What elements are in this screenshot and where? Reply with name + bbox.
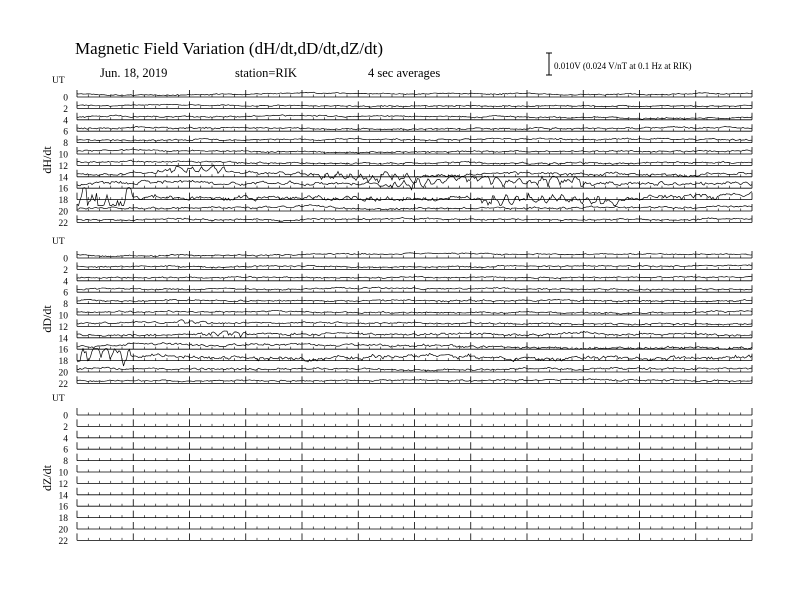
- row-20: [59, 204, 753, 218]
- row-label: 18: [58, 357, 68, 368]
- panel-ylabel: dH/dt: [40, 146, 54, 174]
- row-20: [59, 522, 753, 536]
- row-label: 10: [58, 150, 68, 161]
- row-10: [59, 308, 753, 322]
- row-16: [59, 176, 753, 195]
- row-4: [63, 274, 752, 288]
- chart-title: Magnetic Field Variation (dH/dt,dD/dt,dZ/dt): [75, 39, 384, 58]
- row-4: [63, 431, 752, 445]
- row-12: [59, 158, 753, 172]
- row-label: 12: [58, 322, 68, 333]
- row-0: [63, 251, 752, 265]
- row-14: [59, 488, 753, 502]
- row-label: 0: [63, 411, 68, 422]
- row-label: 8: [63, 139, 68, 150]
- averaging-label: 4 sec averages: [368, 66, 441, 80]
- row-6: [63, 124, 752, 138]
- row-2: [63, 262, 752, 276]
- row-0: [63, 90, 752, 104]
- row-22: [59, 533, 753, 547]
- row-8: [63, 136, 752, 150]
- row-16: [59, 499, 753, 513]
- row-label: 16: [58, 345, 68, 356]
- row-6: [63, 285, 752, 299]
- row-label: 4: [63, 116, 68, 127]
- row-label: 16: [58, 184, 68, 195]
- row-label: 8: [63, 457, 68, 468]
- row-8: [63, 297, 752, 311]
- panel-dd-dt: [40, 237, 752, 390]
- row-label: 16: [58, 502, 68, 513]
- row-label: 10: [58, 311, 68, 322]
- row-10: [59, 147, 753, 161]
- ut-axis-label: UT: [52, 237, 65, 247]
- row-20: [59, 365, 753, 379]
- station-label: station=RIK: [235, 66, 297, 80]
- row-14: [59, 165, 753, 183]
- row-12: [59, 319, 753, 333]
- scale-label: 0.010V (0.024 V/nT at 0.1 Hz at RIK): [554, 61, 692, 71]
- panel-dz-dt: [40, 394, 752, 547]
- row-label: 22: [58, 379, 68, 390]
- row-18: [59, 349, 753, 368]
- panels: [40, 76, 752, 547]
- row-12: [59, 476, 753, 490]
- row-label: 20: [58, 207, 68, 218]
- row-label: 0: [63, 254, 68, 265]
- row-label: 10: [58, 468, 68, 479]
- row-label: 14: [58, 334, 68, 345]
- row-label: 2: [63, 104, 68, 115]
- ut-axis-label: UT: [52, 76, 65, 86]
- row-10: [59, 465, 753, 479]
- scale-bar-group: [546, 53, 692, 75]
- row-label: 8: [63, 300, 68, 311]
- row-label: 4: [63, 434, 68, 445]
- row-label: 18: [58, 196, 68, 207]
- row-6: [63, 442, 752, 456]
- row-label: 0: [63, 93, 68, 104]
- ut-axis-label: UT: [52, 394, 65, 404]
- panel-dh-dt: [40, 76, 752, 229]
- row-18: [59, 188, 753, 207]
- row-label: 4: [63, 277, 68, 288]
- panel-ylabel: dD/dt: [40, 305, 54, 333]
- row-label: 18: [58, 514, 68, 525]
- row-label: 6: [63, 127, 68, 138]
- row-2: [63, 419, 752, 433]
- row-18: [59, 511, 753, 524]
- row-16: [59, 342, 753, 356]
- row-label: 20: [58, 368, 68, 379]
- row-22: [59, 376, 753, 390]
- row-8: [63, 454, 752, 468]
- row-label: 2: [63, 422, 68, 433]
- row-14: [59, 331, 753, 345]
- row-22: [59, 215, 753, 229]
- row-label: 12: [58, 161, 68, 172]
- row-label: 20: [58, 525, 68, 536]
- row-4: [63, 113, 752, 127]
- row-label: 12: [58, 479, 68, 490]
- row-0: [63, 408, 752, 422]
- row-label: 22: [58, 536, 68, 547]
- date-label: Jun. 18, 2019: [100, 66, 168, 80]
- row-2: [63, 101, 752, 115]
- row-label: 14: [58, 173, 68, 184]
- row-label: 22: [58, 218, 68, 229]
- row-label: 14: [58, 491, 68, 502]
- row-label: 6: [63, 445, 68, 456]
- panel-ylabel: dZ/dt: [40, 465, 54, 491]
- variation-trace: [77, 349, 752, 366]
- row-label: 2: [63, 265, 68, 276]
- row-label: 6: [63, 288, 68, 299]
